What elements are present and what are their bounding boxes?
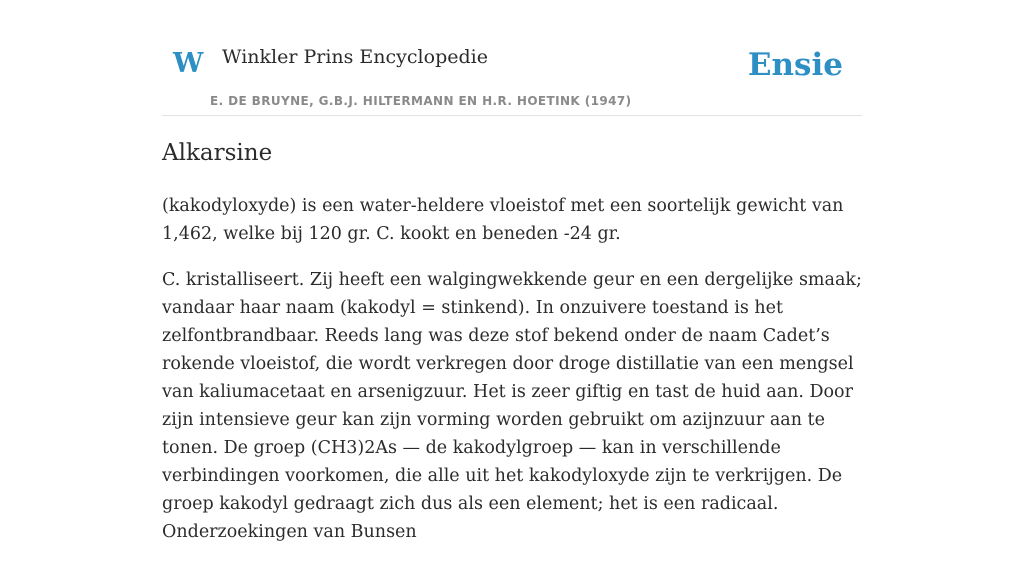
article-page <box>162 0 862 542</box>
winkler-prins-logo[interactable]: W <box>173 48 204 79</box>
entry-paragraph: C. kristalliseert. Zij heeft een walgingwekkende geur en een dergelijke smaak; vandaar haar naam (kakodyl = stinkend). In onzuivere toestand is het zelfontbrandbaar. Reeds lang was deze stof bekend onder de naam Cadet’s rokende vloeistof, die wordt verkregen door droge distillatie van een mengsel van kaliumacetaat en arsenigzuur. Het is zeer giftig en tast de huid aan. Door zijn intensieve geur kan zijn vorming worden gebruikt om azijnzuur aan te tonen. De groep (CH3)2As — de kakodylgroep — kan in verschillende verbindingen voorkomen, die alle uit het kakodyloxyde zijn te verkrijgen. De groep kakodyl gedraagt zich dus als een element; het is een radicaal. Onderzoekingen van Bunsen <box>162 270 862 542</box>
entry-body <box>162 192 862 564</box>
ensie-logo-link[interactable]: Ensie <box>747 47 843 83</box>
header <box>162 0 862 116</box>
book-title[interactable]: Winkler Prins Encyclopedie <box>222 46 488 68</box>
entry-paragraph: (kakodyloxyde) is een water-heldere vloeistof met een soortelijk gewicht van 1,462, welke bij 120 gr. C. kookt en beneden -24 gr. <box>162 196 844 244</box>
book-authors: E. DE BRUYNE, G.B.J. HILTERMANN EN H.R. HOETINK (1947) <box>210 94 632 108</box>
entry-title: Alkarsine <box>162 140 273 166</box>
